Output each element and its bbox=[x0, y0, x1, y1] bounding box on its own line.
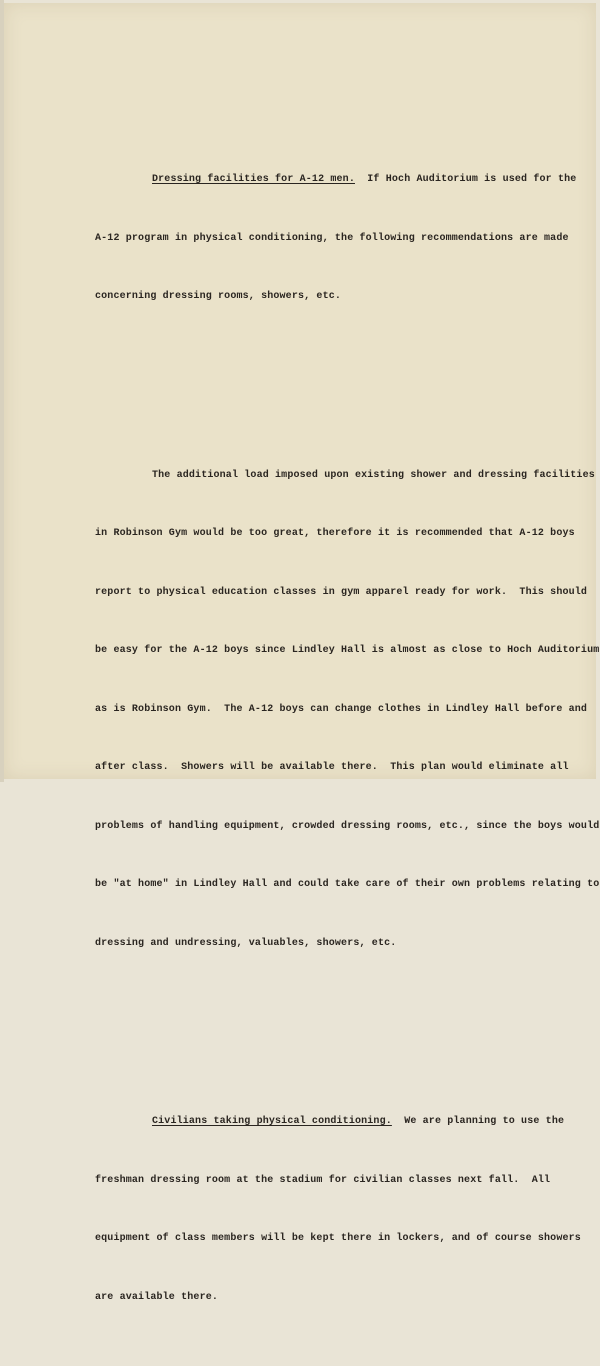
text-line: be "at home" in Lindley Hall and could take care of their own problems relating to bbox=[95, 879, 600, 890]
paragraph-a12-dressing bbox=[95, 131, 577, 346]
text-line: concerning dressing rooms, showers, etc. bbox=[95, 291, 342, 302]
section-heading: Dressing facilities for A-12 men. bbox=[152, 174, 355, 185]
text-line: A-12 program in physical conditioning, the following recommendations are made bbox=[95, 232, 569, 244]
document-body bbox=[95, 92, 600, 1366]
paragraph-civilians bbox=[95, 1073, 581, 1346]
text-line: dressing and undressing, valuables, showers, etc. bbox=[95, 937, 397, 949]
text-line: Dressing facilities for A-12 men. If Hoch Auditorium is used for the bbox=[152, 174, 577, 185]
text-line: freshman dressing room at the stadium for civilian classes next fall. All bbox=[95, 1174, 551, 1186]
text-line: The additional load imposed upon existing shower and dressing facilities bbox=[152, 469, 595, 481]
text-line: in Robinson Gym would be too great, therefore it is recommended that A-12 boys bbox=[95, 528, 575, 539]
text-line: equipment of class members will be kept there in lockers, and of course showers bbox=[95, 1233, 581, 1244]
text-line: after class. Showers will be available there. This plan would eliminate all bbox=[95, 762, 569, 773]
text-line: as is Robinson Gym. The A-12 boys can change clothes in Lindley Hall before and bbox=[95, 703, 588, 715]
text-line: be easy for the A-12 boys since Lindley Hall is almost as close to Hoch Auditorium bbox=[95, 645, 600, 656]
text-line: report to physical education classes in gym apparel ready for work. This should bbox=[95, 586, 588, 598]
text-line: Civilians taking physical conditioning. We are planning to use the bbox=[152, 1116, 565, 1127]
text-line: are available there. bbox=[95, 1291, 219, 1303]
text-line: problems of handling equipment, crowded dressing rooms, etc., since the boys would bbox=[95, 820, 600, 832]
section-heading: Civilians taking physical conditioning. bbox=[152, 1116, 392, 1127]
paragraph-additional-load bbox=[95, 427, 600, 993]
